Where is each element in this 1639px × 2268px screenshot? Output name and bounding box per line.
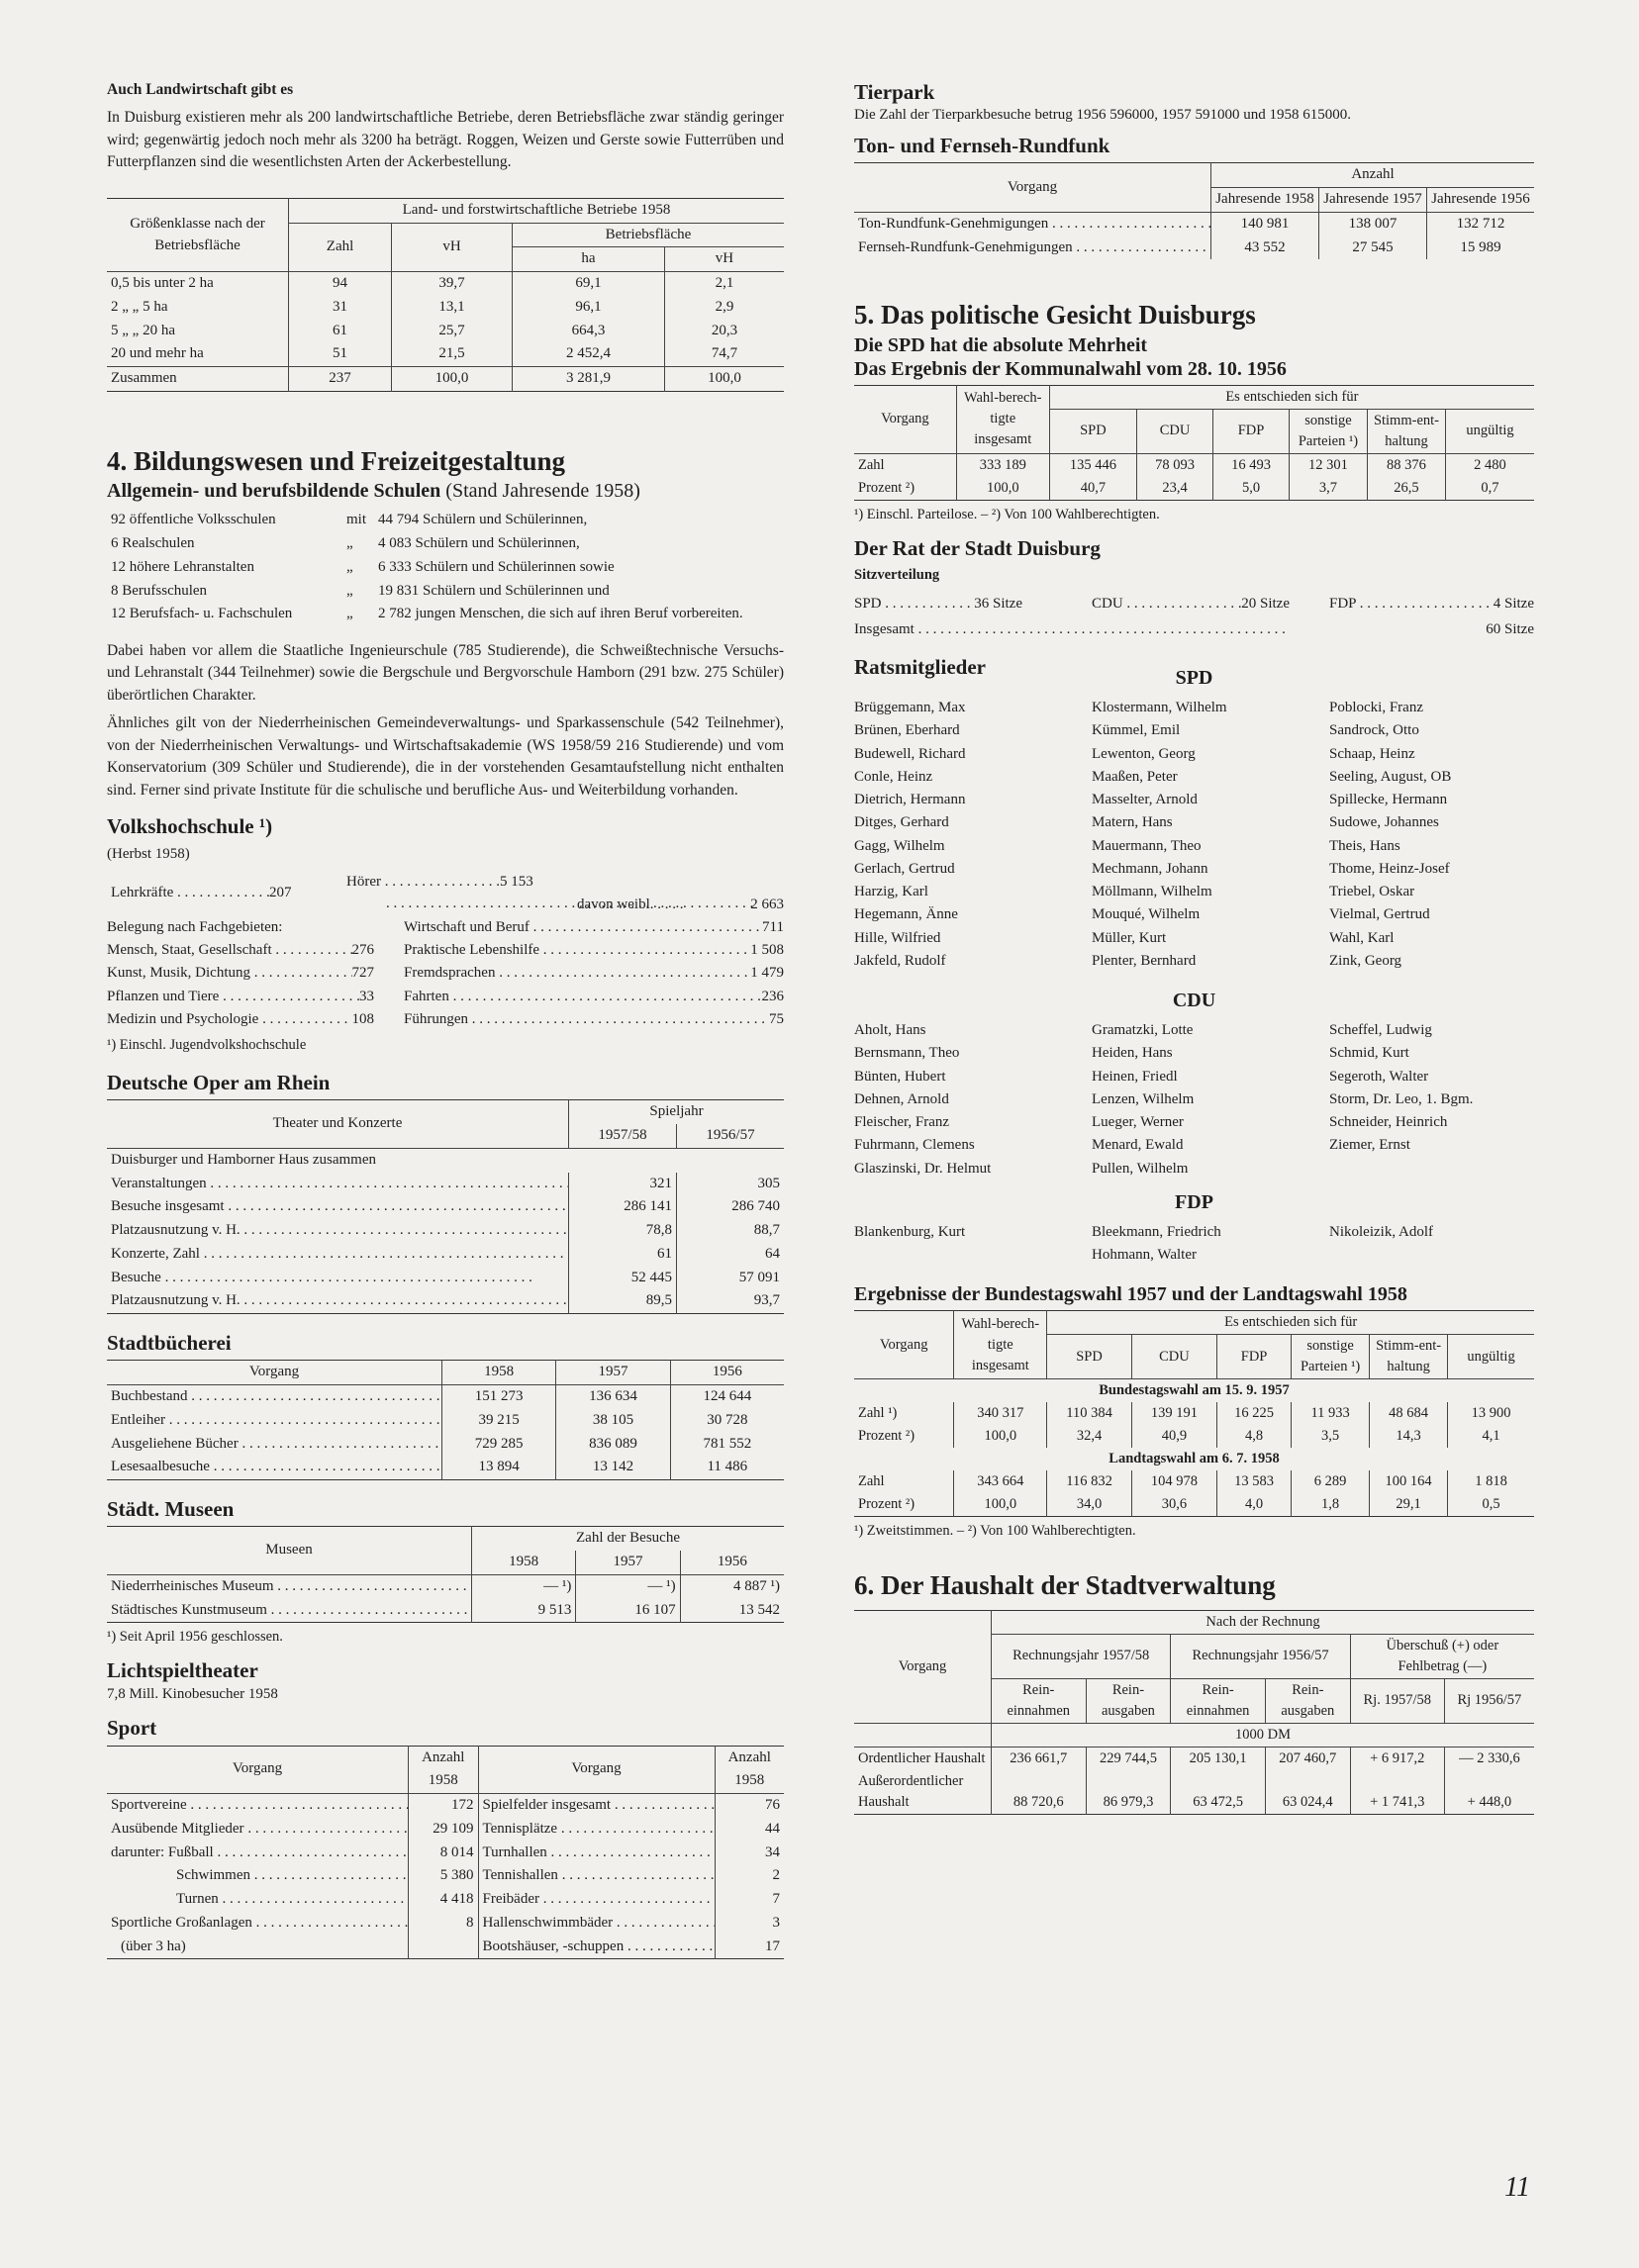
list-item: Aholt, Hans bbox=[854, 1022, 926, 1038]
col-head-vh: vH bbox=[392, 223, 513, 272]
haushalt-heading: 6. Der Haushalt der Stadtverwaltung bbox=[854, 1570, 1276, 1601]
list-item: Dehnen, Arnold bbox=[854, 1090, 949, 1107]
table-row: Besuche . . . 52 445 57 091 bbox=[107, 1267, 784, 1290]
list-item: Heinen, Friedl bbox=[1092, 1068, 1178, 1085]
list-item: Müller, Kurt bbox=[1092, 929, 1167, 946]
list-item: Brünen, Eberhard bbox=[854, 722, 960, 739]
bildung-para-1: Dabei haben vor allem die Staatliche Ingenieurschule (785 Studierende), die Schweißtechnische Versuchs- und Lehranstalt (344 Teilnehmer) sowie die Bergschule und Bergvorschule Hamborn (291 bzw. 275 Schüler) überörtlichen Charakter. bbox=[107, 642, 784, 704]
list-item: Poblocki, Franz bbox=[1329, 700, 1423, 715]
table-row: 2 „ „ 5 ha 31 13,1 96,1 2,9 bbox=[107, 296, 784, 320]
table-row: Städtisches Kunstmuseum . . . 9 513 16 107 13 542 bbox=[107, 1599, 784, 1623]
list-item: Wahl, Karl bbox=[1329, 929, 1395, 946]
sport-table: Vorgang Anzahl Vorgang Anzahl 1958 1958 Sportvereine . . . 172 Spielfelder insgesamt . . . 76 Ausübende Mitglieder . . . 29 109 Tennisplätze . . . 44 darunter: Fußball . . . 8 014 Turnhallen . . . 34 Schwimmen . . . 5 380 Tennishallen . . . 2 Turnen . . . 4 418 Freibäder . . . 7 Sportliche Großanlagen . . . 8 Hallenschwimmbäder . . . 3 (über 3 ha) Bootshäuser, -schuppen . . . 17 bbox=[107, 1746, 784, 1960]
list-item: Kümmel, Emil bbox=[1092, 722, 1181, 739]
list-item: Scheffel, Ludwig bbox=[1329, 1022, 1432, 1038]
list-item bbox=[1329, 1158, 1534, 1181]
bundestag-footnote: ¹) Zweitstimmen. – ²) Von 100 Wahlberechtigten. bbox=[854, 1523, 1136, 1540]
list-item: Harzig, Karl bbox=[854, 884, 928, 899]
col-head-ha: ha bbox=[512, 247, 664, 272]
rundfunk-heading: Ton- und Fernseh-Rundfunk bbox=[854, 134, 1110, 157]
cdu-party-heading: CDU bbox=[1172, 990, 1216, 1011]
table-row: (über 3 ha) Bootshäuser, -schuppen . . . 17 bbox=[107, 1936, 784, 1959]
spd-party-heading: SPD bbox=[1175, 667, 1213, 689]
list-item: Heiden, Hans bbox=[1092, 1045, 1173, 1062]
museen-table: Museen Zahl der Besuche 1958 1957 1956 Niederrheinisches Museum . . . — ¹) — ¹) 4 887 ¹) Städtisches Kunstmuseum . . . 9 513 16 107 13 542 bbox=[107, 1526, 784, 1623]
cdu-members-list bbox=[854, 1019, 1534, 1181]
table-row: Sportliche Großanlagen . . . 8 Hallenschwimmbäder . . . 3 bbox=[107, 1912, 784, 1936]
museen-footnote: ¹) Seit April 1956 geschlossen. bbox=[107, 1629, 283, 1646]
list-item: 12 Berufsfach- u. Fachschulen „ 2 782 jungen Menschen, die sich auf ihren Beruf vorbereiten. bbox=[111, 606, 743, 622]
list-item: Hohmann, Walter bbox=[1092, 1247, 1197, 1263]
list-item: Fuhrmann, Clemens bbox=[854, 1137, 975, 1154]
politik-sub2: Das Ergebnis der Kommunalwahl vom 28. 10. 1956 bbox=[854, 357, 1287, 380]
list-item: Pullen, Wilhelm bbox=[1092, 1160, 1189, 1177]
list-item: Gerlach, Gertrud bbox=[854, 860, 955, 877]
list-item: Klostermann, Wilhelm bbox=[1092, 700, 1227, 715]
list-item: Ziemer, Ernst bbox=[1329, 1137, 1410, 1154]
table-row: Ausübende Mitglieder . . . 29 109 Tennisplätze . . . 44 bbox=[107, 1818, 784, 1842]
list-item: Segeroth, Walter bbox=[1329, 1068, 1429, 1085]
landtagswahl-subheading: Landtagswahl am 6. 7. 1958 bbox=[1109, 1451, 1280, 1467]
col-head-flaeche: Betriebsfläche bbox=[512, 223, 784, 247]
vhs-footnote: ¹) Einschl. Jugendvolkshochschule bbox=[107, 1037, 307, 1054]
list-item: Ditges, Gerhard bbox=[854, 814, 949, 831]
landwirtschaft-heading: Auch Landwirtschaft gibt es bbox=[107, 81, 294, 98]
museen-heading: Städt. Museen bbox=[107, 1497, 235, 1522]
col-head-class: Größenklasse nach der Betriebsfläche bbox=[130, 215, 265, 253]
table-row: Niederrheinisches Museum . . . — ¹) — ¹) 4 887 ¹) bbox=[107, 1574, 784, 1598]
list-item: 8 Berufsschulen „ 19 831 Schülern und Schülerinnen und bbox=[111, 582, 610, 599]
list-item: Bünten, Hubert bbox=[854, 1068, 946, 1085]
table-row: 20 und mehr ha 51 21,5 2 452,4 74,7 bbox=[107, 342, 784, 366]
list-item: Gagg, Wilhelm bbox=[854, 837, 945, 854]
list-item: Storm, Dr. Leo, 1. Bgm. bbox=[1329, 1090, 1474, 1107]
politik-heading: 5. Das politische Gesicht Duisburgs bbox=[854, 300, 1256, 331]
rat-heading: Der Rat der Stadt Duisburg bbox=[854, 535, 1101, 560]
schulen-heading: Allgemein- und berufsbildende Schulen (Stand Jahresende 1958) bbox=[107, 480, 640, 503]
list-item: Schneider, Heinrich bbox=[1329, 1114, 1448, 1130]
fdp-members-list bbox=[854, 1221, 1534, 1268]
table-row: Zahl ¹) 340 317 110 384 139 191 16 225 11 933 48 684 13 900 bbox=[854, 1402, 1534, 1425]
table-row: Platzausnutzung v. H. . . . 78,8 88,7 bbox=[107, 1219, 784, 1243]
ratsmitglieder-heading: Ratsmitglieder bbox=[854, 655, 986, 679]
table-row: Veranstaltungen . . . 321 305 bbox=[107, 1173, 784, 1196]
sitzverteilung-label: Sitzverteilung bbox=[854, 566, 940, 583]
list-item: 92 öffentliche Volksschulen mit 44 794 Schülern und Schülerinnen, bbox=[111, 512, 588, 528]
list-item: Menard, Ewald bbox=[1092, 1137, 1184, 1154]
licht-heading: Lichtspieltheater bbox=[107, 1658, 258, 1683]
bundestag-heading: Ergebnisse der Bundestagswahl 1957 und der Landtagswahl 1958 bbox=[854, 1283, 1407, 1306]
list-item: Bernsmann, Theo bbox=[854, 1045, 960, 1062]
list-item: Nikoleizik, Adolf bbox=[1329, 1223, 1433, 1240]
page-number: 11 bbox=[1504, 2172, 1530, 2204]
table-row: Turnen . . . 4 418 Freibäder . . . 7 bbox=[107, 1888, 784, 1912]
table-row: Ton-Rundfunk-Genehmigungen . . . 140 981 138 007 132 712 bbox=[854, 212, 1534, 236]
table-row: Lesesaalbesuche . . . 13 894 13 142 11 486 bbox=[107, 1456, 784, 1479]
vhs-summary-row: Lehrkräfte . . . 207 Hörer . . . 5 153 . . . bbox=[107, 871, 784, 916]
bildung-para-2: Ähnliches gilt von der Niederrheinischen Gemeindeverwaltungs- und Sparkassenschule (542 Teilnehmer), von der Niederrheinischen Verwaltungs- und Wirtschaftsakademie (WS 1958/59 216 Studierende) und vom Konservatorium (309 Schüler und Studierende), die in der vorstehenden Gesamtaufstellung nicht enthalten sind. Ferner sind private Institute für die schulische und berufliche Aus- und Weiterbildung vorhanden. bbox=[107, 714, 784, 799]
list-item: Plenter, Bernhard bbox=[1092, 952, 1197, 969]
spd-members-list bbox=[854, 697, 1534, 973]
list-item: Triebel, Oskar bbox=[1329, 884, 1415, 899]
list-item: Maaßen, Peter bbox=[1092, 768, 1178, 785]
list-item: Mechmann, Johann bbox=[1092, 860, 1208, 877]
list-item: Budewell, Richard bbox=[854, 745, 966, 762]
table-row: Ordentlicher Haushalt 236 661,7 229 744,5 205 130,1 207 460,7 + 6 917,2 — 2 330,6 bbox=[854, 1747, 1534, 1770]
list-item: Conle, Heinz bbox=[854, 768, 933, 785]
list-item: Schaap, Heinz bbox=[1329, 745, 1415, 762]
list-item: Mauermann, Theo bbox=[1092, 837, 1202, 854]
sitzverteilung: SPD . . . 36 Sitze CDU . . . 20 Sitze FDP . . . 4 Sitze Insgesamt . . . 60 Sitze bbox=[854, 592, 1534, 642]
licht-text: 7,8 Mill. Kinobesucher 1958 bbox=[107, 1685, 278, 1702]
table-row: Prozent ²) 100,0 40,7 23,4 5,0 3,7 26,5 0,7 bbox=[854, 477, 1534, 501]
table-row: Buchbestand . . . 151 273 136 634 124 644 bbox=[107, 1385, 784, 1409]
table-row: darunter: Fußball . . . 8 014 Turnhallen . . . 34 bbox=[107, 1842, 784, 1865]
list-item: Schmid, Kurt bbox=[1329, 1045, 1409, 1062]
table-row: 5 „ „ 20 ha 61 25,7 664,3 20,3 bbox=[107, 320, 784, 343]
list-item: Fleischer, Franz bbox=[854, 1114, 950, 1130]
list-item: Dietrich, Hermann bbox=[854, 792, 966, 807]
list-item bbox=[854, 1244, 1092, 1267]
list-item: 6 Realschulen „ 4 083 Schülern und Schülerinnen, bbox=[111, 535, 580, 552]
oper-heading: Deutsche Oper am Rhein bbox=[107, 1071, 331, 1095]
left-column: Auch Landwirtschaft gibt es In Duisburg existieren mehr als 200 landwirtschaftliche Betriebe, deren Betriebsfläche zwar ständig geringer wird; gegenwärtig jedoch noch mehr als 3200 ha beträgt. Roggen, Weizen und Gerste sowie Futterrüben und Futterpflanzen sind die wesentlichsten Arten der Ackerbestellung. Größenklasse nach der Betriebsfläche Land- und forstwirtschaftliche Betriebe 1958 Zahl vH Betriebsfläche ha vH 0,5 bis unter 2 ha 94 39,7 69,1 2,1 2 „ „ 5 ha 31 13,1 96,1 2,9 5 „ „ 20 ha 61 25,7 664,3 20,3 20 und mehr ha 51 21,5 2 452,4 74,7 Zusammen 237 100,0 3 281,9 100,0 4. Bildungswesen und Freizeitgestaltung Allgemein- und berufsbildende Schulen (Stand Jahresende 1958) 92 öffentliche Volksschulen mit 44 794 Schülern und Schülerinnen, 6 Realschulen „ 4 083 Schülern und Schülerinnen, 12 höhere Lehranstalten „ 6 333 Schülern und Schülerinnen sowie 8 Berufsschulen „ 19 831 Schülern und Schülerinnen und 12 Berufsfach- u. Fachschulen „ 2 782 jungen Menschen, die sich auf ihren Beruf vorbereiten. Dabei haben vor allem die Staatliche Ingenieurschule (785 Studierende), die Schweißtechnische Versuchs- und Lehranstalt (344 Teilnehmer) sowie die Bergschule und Bergvorschule Hamborn (291 bzw. 275 Schüler) überörtlichen Charakter. Ähnliches gilt von der Niederrheinischen Gemeindeverwaltungs- und Sparkassenschule (542 Teilnehmer), von der Niederrheinischen Verwaltungs- und Wirtschaftsakademie (WS 1958/59 216 Studierende) und vom Konservatorium (309 Schüler und Studierende), die in der vorstehenden Gesamtaufstellung nicht enthalten sind. Ferner sind private Institute für die schulische und berufliche Aus- und Weiterbildung vorhanden. Volkshochschule ¹) (Herbst 1958) Lehrkräfte . . . 207 Hörer . . . 5 153 . . . davon weibl. . . . . 2 663 Belegung nach Fachgebieten: Wirtschaft und Beruf . . . 711 Mensch, Staat, Gesellschaft . . . 276 Praktische Lebenshilfe . . . 1 508 Kunst, Musik, Dichtung . . . 727 Fremdsprachen . . . 1 479 Pflanzen und Tiere . . . 33 Fahrten . . . 236 Medizin und Psychologie . . . 108 Führungen . . . 75 ¹) Einschl. Jugendvolkshochschule Deutsche Oper am Rhein Theater und Konzerte Spieljahr 1957/58 1956/57 Duisburger und Hamborner Haus zusammen Veranstaltungen . . . 321 305 Besuche insgesamt . . . 286 141 286 740 Platzausnutzung v. H. . . . 78,8 88,7 Konzerte, Zahl . . . 61 64 Besuche . . . 52 445 57 091 Platzausnutzung v. H. . . . 89,5 93,7 Stadtbücherei Vorgang 1958 1957 1956 Buchbestand . . . 151 273 136 634 124 644 Entleiher . . . 39 215 38 105 30 728 Ausgeliehene Bücher . . . 729 285 836 089 781 552 Lesesaalbesuche . . . 13 894 13 142 11 486 Städt. Museen Museen Zahl der Besuche 1958 1957 1956 Niederrheinisches Museum . . . — ¹) — ¹) 4 887 ¹) Städtisches Kunstmuseum . . . 9 513 16 107 13 542 ¹) Seit April 1956 geschlossen. Lichtspieltheater 7,8 Mill. Kinobesucher 1958 Sport Vorgang Anzahl Vorgang Anzahl 1958 1958 Sportvereine . . . 172 Spielfelder insgesamt . . . 76 Ausübende Mitglieder . . . 29 109 Tennisplätze . . . 44 darunter: Fußball . . . 8 014 Turnhallen . . . 34 Schwimmen . . . 5 380 Tennishallen . . . 2 Turnen . . . 4 418 Freibäder . . . 7 Sportliche Großanlagen . . . 8 Hallenschwimmbäder . . . 3 (über 3 ha) Bootshäuser, -schuppen . . . 17 bbox=[107, 79, 784, 1959]
list-item: 12 höhere Lehranstalten „ 6 333 Schülern und Schülerinnen sowie bbox=[111, 558, 615, 575]
table-row: Schwimmen . . . 5 380 Tennishallen . . . 2 bbox=[107, 1864, 784, 1888]
landwirtschaft-text: In Duisburg existieren mehr als 200 landwirtschaftliche Betriebe, deren Betriebsfläche zwar ständig geringer wird; gegenwärtig jedoch noch mehr als 3200 ha beträgt. Roggen, Weizen und Gerste sowie Futterrüben und Futterpflanzen sind die wesentlichsten Arten der Ackerbestellung. bbox=[107, 109, 784, 171]
fdp-party-heading: FDP bbox=[1175, 1190, 1213, 1213]
list-item: Hegemann, Änne bbox=[854, 906, 958, 923]
tierpark-heading: Tierpark bbox=[854, 80, 935, 104]
kommunalwahl-footnote: ¹) Einschl. Parteilose. – ²) Von 100 Wahlberechtigten. bbox=[854, 506, 1160, 522]
list-item: Seeling, August, OB bbox=[1329, 768, 1452, 785]
list-item: Lueger, Werner bbox=[1092, 1114, 1184, 1130]
col-head-group: Land- und forstwirtschaftliche Betriebe 1958 bbox=[289, 198, 785, 223]
table-row: Platzausnutzung v. H. . . . 89,5 93,7 bbox=[107, 1289, 784, 1313]
list-item: Spillecke, Hermann bbox=[1329, 792, 1448, 807]
schools-list bbox=[107, 509, 784, 626]
table-row: Zahl 333 189 135 446 78 093 16 493 12 301 88 376 2 480 bbox=[854, 453, 1534, 477]
list-item: Blankenburg, Kurt bbox=[854, 1223, 966, 1240]
list-item: Jakfeld, Rudolf bbox=[854, 952, 946, 969]
table-row: Besuche insgesamt . . . 286 141 286 740 bbox=[107, 1195, 784, 1219]
bundestagswahl-subheading: Bundestagswahl am 15. 9. 1957 bbox=[1099, 1382, 1290, 1399]
rundfunk-table: Vorgang Anzahl Jahresende 1958 Jahresende 1957 Jahresende 1956 Ton-Rundfunk-Genehmigungen . . . 140 981 138 007 132 712 Fernseh-Rundfunk-Genehmigungen . . . 43 552 27 545 15 989 bbox=[854, 162, 1534, 259]
list-item: Brüggemann, Max bbox=[854, 700, 966, 715]
list-item: Mouqué, Wilhelm bbox=[1092, 906, 1201, 923]
vhs-heading: Volkshochschule ¹) bbox=[107, 814, 273, 839]
list-item: Möllmann, Wilhelm bbox=[1092, 884, 1212, 899]
list-item: Hille, Wilfried bbox=[854, 929, 941, 946]
list-item: Glaszinski, Dr. Helmut bbox=[854, 1160, 992, 1177]
buecherei-heading: Stadtbücherei bbox=[107, 1331, 232, 1356]
list-item: Lenzen, Wilhelm bbox=[1092, 1090, 1195, 1107]
haushalt-unit: 1000 DM bbox=[992, 1723, 1535, 1747]
haushalt-table: Vorgang Nach der Rechnung Rechnungsjahr 1957/58 Rechnungsjahr 1956/57 Überschuß (+) oder Fehlbetrag (—) Rein-einnahmen Rein-ausgaben Rein-einnahmen Rein-ausgaben Rj. 1957/58 Rj 1956/57 1000 DM Ordentlicher Haushalt 236 661,7 229 744,5 205 130,1 207 460,7 + 6 917,2 — 2 330,6 Außerordentlicher Haushalt 88 720,6 86 979,3 63 472,5 63 024,4 + 1 741,3 + 448,0 bbox=[854, 1610, 1534, 1815]
table-row: Außerordentlicher Haushalt 88 720,6 86 979,3 63 472,5 63 024,4 + 1 741,3 + 448,0 bbox=[854, 1770, 1534, 1815]
col-head-zahl: Zahl bbox=[289, 223, 392, 272]
kommunalwahl-table: Vorgang Wahl-berech-tigte insgesamt Es entschieden sich für SPD CDU FDP sonstige Parteien ¹) Stimm-ent-haltung ungültig Zahl 333 189 135 446 78 093 16 493 12 301 88 376 2 480 Prozent ²) 100,0 40,7 23,4 5,0 3,7 26,5 0,7 bbox=[854, 385, 1534, 501]
table-row: Fernseh-Rundfunk-Genehmigungen . . . 43 552 27 545 15 989 bbox=[854, 236, 1534, 260]
list-item: Lewenton, Georg bbox=[1092, 745, 1196, 762]
table-row: Entleiher . . . 39 215 38 105 30 728 bbox=[107, 1409, 784, 1433]
table-row: Zahl 343 664 116 832 104 978 13 583 6 289 100 164 1 818 bbox=[854, 1470, 1534, 1493]
list-item: Matern, Hans bbox=[1092, 814, 1173, 831]
sport-heading: Sport bbox=[107, 1716, 157, 1741]
tierpark-text: Die Zahl der Tierparkbesuche betrug 1956 596000, 1957 591000 und 1958 615000. bbox=[854, 107, 1352, 124]
table-row: Konzerte, Zahl . . . 61 64 bbox=[107, 1243, 784, 1267]
list-item: Gramatzki, Lotte bbox=[1092, 1022, 1194, 1038]
buecherei-table: Vorgang 1958 1957 1956 Buchbestand . . . 151 273 136 634 124 644 Entleiher . . . 39 215 38 105 30 728 Ausgeliehene Bücher . . . 729 285 836 089 781 552 Lesesaalbesuche . . . 13 894 13 142 11 486 bbox=[107, 1360, 784, 1480]
col-head-vh2: vH bbox=[664, 247, 784, 272]
bundestag-table: Vorgang Wahl-berech-tigte insgesamt Es entschieden sich für SPD CDU FDP sonstige Parteien ¹) Stimm-ent-haltung ungültig Bundestagswahl am 15. 9. 1957 Zahl ¹) 340 317 110 384 139 191 16 225 11 933 48 684 13 900 Prozent ²) 100,0 32,4 40,9 4,8 3,5 14,3 4,1 Landtagswahl am 6. 7. 1958 Zahl 343 664 116 832 104 978 13 583 6 289 100 164 1 818 Prozent ²) 100,0 34,0 30,6 4,0 1,8 29,1 0,5 bbox=[854, 1310, 1534, 1517]
table-row: Ausgeliehene Bücher . . . 729 285 836 089 781 552 bbox=[107, 1433, 784, 1457]
list-item: Sudowe, Johannes bbox=[1329, 814, 1439, 831]
table-row: Prozent ²) 100,0 32,4 40,9 4,8 3,5 14,3 4,1 bbox=[854, 1425, 1534, 1448]
table-row: Sportvereine . . . 172 Spielfelder insgesamt . . . 76 bbox=[107, 1794, 784, 1818]
list-item: Zink, Georg bbox=[1329, 952, 1402, 969]
list-item bbox=[1329, 1244, 1534, 1267]
vhs-subheading: (Herbst 1958) bbox=[107, 845, 190, 862]
list-item: Vielmal, Gertrud bbox=[1329, 906, 1430, 923]
oper-table: Theater und Konzerte Spieljahr 1957/58 1956/57 Duisburger und Hamborner Haus zusammen Veranstaltungen . . . 321 305 Besuche insgesamt . . . 286 141 286 740 Platzausnutzung v. H. . . . 78,8 88,7 Konzerte, Zahl . . . 61 64 Besuche . . . 52 445 57 091 Platzausnutzung v. H. . . . 89,5 93,7 bbox=[107, 1099, 784, 1314]
landwirtschaft-table bbox=[107, 198, 784, 392]
vhs-grid: Belegung nach Fachgebieten: Wirtschaft und Beruf . . . 711 Mensch, Staat, Gesellschaft . . . 276 Praktische Lebenshilfe . . . 1 508 Kunst, Musik, Dichtung . . . 727 Fremdsprachen . . . 1 479 Pflanzen und Tiere . . . 33 Fahrten . . . 236 Medizin und Psychologie . . . 108 Führungen . . . 75 bbox=[107, 916, 784, 1031]
politik-sub1: Die SPD hat die absolute Mehrheit bbox=[854, 333, 1148, 356]
list-item: Sandrock, Otto bbox=[1329, 722, 1419, 739]
list-item: Bleekmann, Friedrich bbox=[1092, 1223, 1221, 1240]
list-item: Thome, Heinz-Josef bbox=[1329, 860, 1450, 877]
table-total-row: Zusammen 237 100,0 3 281,9 100,0 bbox=[107, 367, 784, 392]
right-column bbox=[854, 79, 1534, 1815]
bildung-heading: 4. Bildungswesen und Freizeitgestaltung bbox=[107, 445, 566, 476]
table-row: Prozent ²) 100,0 34,0 30,6 4,0 1,8 29,1 0,5 bbox=[854, 1493, 1534, 1517]
list-item: Theis, Hans bbox=[1329, 837, 1400, 854]
list-item: Masselter, Arnold bbox=[1092, 792, 1198, 807]
table-row: 0,5 bis unter 2 ha 94 39,7 69,1 2,1 bbox=[107, 272, 784, 296]
